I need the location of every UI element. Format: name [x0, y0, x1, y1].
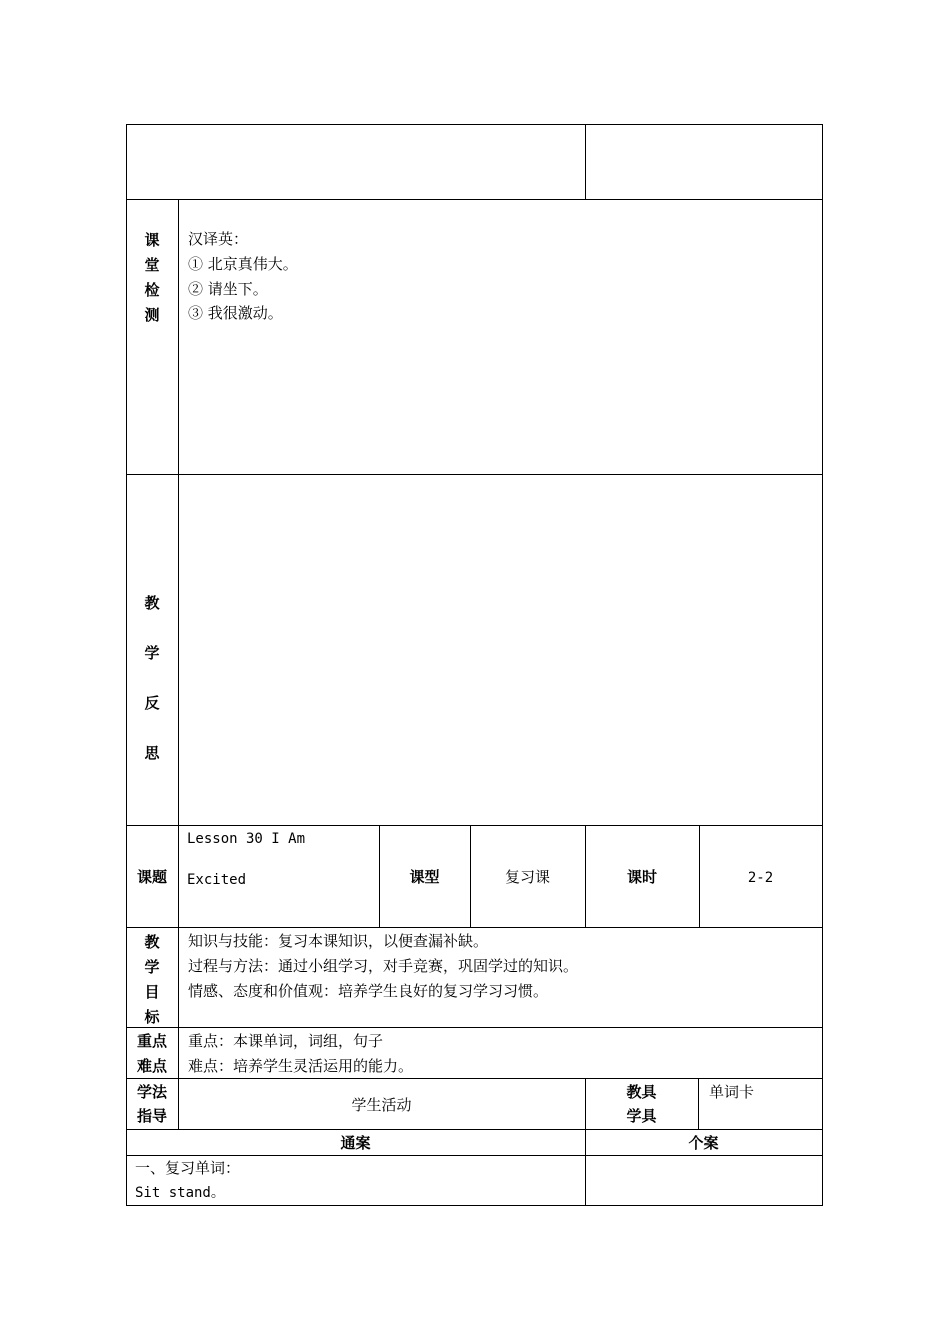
label-char: 检: [144, 281, 160, 299]
row-divider: [126, 1155, 823, 1156]
goal-line: 知识与技能：复习本课知识，以便查漏补缺。: [188, 932, 489, 950]
goal-line: 情感、态度和价值观：培养学生良好的复习学习习惯。: [188, 982, 549, 1000]
row-divider: [126, 474, 823, 475]
tools-label-line1: 教具: [626, 1083, 657, 1101]
key-points-label-line1: 重点: [136, 1032, 167, 1050]
label-char: 课: [144, 231, 160, 249]
period-value: 2-2: [747, 870, 774, 886]
row-divider: [126, 825, 823, 826]
col-divider: [585, 124, 586, 200]
method-label-line1: 学法: [136, 1083, 167, 1101]
row-divider: [126, 199, 823, 200]
table-bottom-border: [126, 1205, 823, 1206]
topic-value-line2: Excited: [187, 872, 247, 888]
goal-line: 过程与方法：通过小组学习，对手竞赛，巩固学过的知识。: [188, 957, 579, 975]
topic-value-line1: Lesson 30 I Am: [187, 831, 306, 847]
label-char: 标: [144, 1008, 160, 1026]
col-divider: [698, 1078, 699, 1130]
row-divider: [126, 927, 823, 928]
test-title: 汉译英：: [188, 230, 249, 248]
label-char: 堂: [144, 256, 160, 274]
label-char: 学: [144, 644, 160, 662]
tools-label-line2: 学具: [626, 1107, 657, 1125]
test-item: ① 北京真伟大。: [188, 255, 298, 273]
type-value: 复习课: [504, 868, 550, 886]
individual-plan-header: 个案: [688, 1134, 719, 1152]
plan-line: Sit stand。: [135, 1185, 225, 1201]
method-label-line2: 指导: [136, 1107, 167, 1125]
row-divider: [126, 1129, 823, 1130]
row-divider: [126, 1078, 823, 1079]
label-char: 教: [144, 933, 160, 951]
label-char: 思: [144, 744, 160, 762]
method-value: 学生活动: [351, 1096, 412, 1114]
row-divider: [126, 1027, 823, 1028]
type-label: 课型: [409, 868, 440, 886]
common-plan-header: 通案: [340, 1134, 371, 1152]
label-char: 目: [144, 983, 160, 1001]
test-item: ③ 我很激动。: [188, 304, 283, 322]
key-point-line: 重点：本课单词，词组，句子: [188, 1032, 384, 1050]
table-right-border: [822, 124, 823, 1206]
label-char: 测: [144, 306, 160, 324]
period-label: 课时: [626, 868, 657, 886]
topic-label: 课题: [136, 868, 167, 886]
label-char: 学: [144, 958, 160, 976]
tools-value: 单词卡: [709, 1083, 755, 1101]
col-divider: [178, 199, 179, 1130]
table-top-border: [126, 124, 823, 125]
label-char: 教: [144, 594, 160, 612]
teaching-goals-label: [126, 930, 178, 1030]
classroom-test-label: [126, 228, 178, 328]
key-point-line: 难点：培养学生灵活运用的能力。: [188, 1057, 414, 1075]
plan-line: 一、复习单词：: [135, 1159, 241, 1177]
test-item: ② 请坐下。: [188, 280, 268, 298]
key-points-label-line2: 难点: [136, 1057, 167, 1075]
teaching-reflection-label: [126, 578, 178, 778]
label-char: 反: [144, 694, 160, 712]
